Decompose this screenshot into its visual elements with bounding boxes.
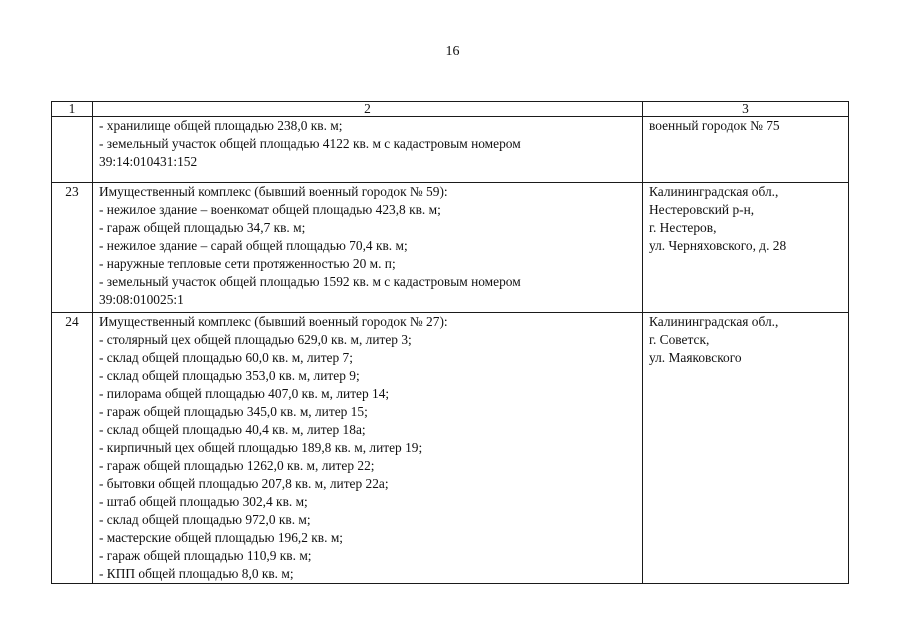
address-line: ул. Черняховского, д. 28 bbox=[649, 238, 787, 253]
description-line: - склад общей площадью 60,0 кв. м, литер 7; bbox=[99, 350, 353, 365]
table-row bbox=[52, 183, 849, 313]
description-line: - склад общей площадью 353,0 кв. м, литер 9; bbox=[99, 368, 360, 383]
address-line: Нестеровский р-н, bbox=[649, 202, 755, 217]
description-line: - наружные тепловые сети протяженностью 20 м. п; bbox=[99, 256, 396, 271]
row-number: 23 bbox=[52, 183, 93, 313]
row-description bbox=[93, 117, 643, 183]
table-header-row bbox=[52, 102, 849, 117]
description-line: - склад общей площадью 40,4 кв. м, литер 18а; bbox=[99, 422, 366, 437]
description-line: - столярный цех общей площадью 629,0 кв. м, литер 3; bbox=[99, 332, 412, 347]
description-line: - мастерские общей площадью 196,2 кв. м; bbox=[99, 530, 344, 545]
description-line: - хранилище общей площадью 238,0 кв. м; bbox=[99, 118, 343, 133]
row-address bbox=[643, 313, 849, 584]
description-line: Имущественный комплекс (бывший военный городок № 59): bbox=[99, 184, 448, 199]
table-row bbox=[52, 313, 849, 584]
description-line: - КПП общей площадью 8,0 кв. м; bbox=[99, 566, 294, 581]
description-line: - кирпичный цех общей площадью 189,8 кв. м, литер 19; bbox=[99, 440, 423, 455]
description-line: 39:14:010431:152 bbox=[99, 154, 198, 169]
description-line: Имущественный комплекс (бывший военный городок № 27): bbox=[99, 314, 448, 329]
row-number bbox=[52, 117, 93, 183]
description-line: - земельный участок общей площадью 4122 кв. м с кадастровым номером bbox=[99, 136, 521, 151]
address-line: г. Нестеров, bbox=[649, 220, 717, 235]
description-line: - гараж общей площадью 110,9 кв. м; bbox=[99, 548, 312, 563]
address-line: ул. Маяковского bbox=[649, 350, 742, 365]
description-line: - нежилое здание – военкомат общей площадью 423,8 кв. м; bbox=[99, 202, 441, 217]
table-row bbox=[52, 117, 849, 183]
description-line: - склад общей площадью 972,0 кв. м; bbox=[99, 512, 311, 527]
description-line: - гараж общей площадью 34,7 кв. м; bbox=[99, 220, 306, 235]
column-header-number: 1 bbox=[52, 102, 93, 117]
address-line: военный городок № 75 bbox=[649, 118, 780, 133]
description-line: - гараж общей площадью 345,0 кв. м, литер 15; bbox=[99, 404, 368, 419]
property-table bbox=[51, 101, 849, 584]
page-number: 16 bbox=[445, 44, 460, 59]
description-line: - пилорама общей площадью 407,0 кв. м, литер 14; bbox=[99, 386, 390, 401]
column-header-address: 3 bbox=[643, 102, 849, 117]
row-address bbox=[643, 117, 849, 183]
description-line: 39:08:010025:1 bbox=[99, 292, 184, 307]
description-line: - бытовки общей площадью 207,8 кв. м, литер 22а; bbox=[99, 476, 389, 491]
column-header-description: 2 bbox=[93, 102, 643, 117]
address-line: Калининградская обл., bbox=[649, 314, 779, 329]
description-line: - земельный участок общей площадью 1592 кв. м с кадастровым номером bbox=[99, 274, 521, 289]
address-line: г. Советск, bbox=[649, 332, 710, 347]
address-line: Калининградская обл., bbox=[649, 184, 779, 199]
description-line: - гараж общей площадью 1262,0 кв. м, литер 22; bbox=[99, 458, 375, 473]
row-address bbox=[643, 183, 849, 313]
row-description bbox=[93, 183, 643, 313]
row-number: 24 bbox=[52, 313, 93, 584]
description-line: - нежилое здание – сарай общей площадью 70,4 кв. м; bbox=[99, 238, 408, 253]
description-line: - штаб общей площадью 302,4 кв. м; bbox=[99, 494, 308, 509]
row-description bbox=[93, 313, 643, 584]
